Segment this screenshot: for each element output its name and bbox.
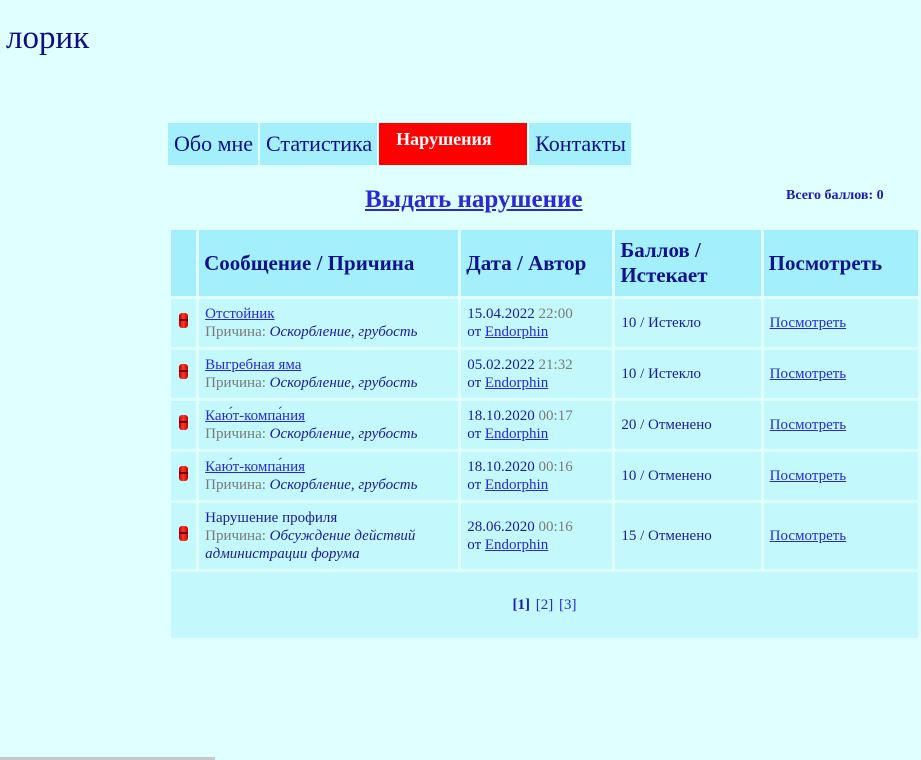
message-title-link[interactable]: Каю́т-компа́ния [205, 408, 306, 424]
violation-time: 00:16 [538, 459, 573, 475]
view-link[interactable]: Посмотреть [769, 528, 847, 544]
violation-time: 22:00 [538, 306, 573, 322]
reason-text: Обсуждение действий администрации форума [205, 528, 416, 562]
header-date: Дата / Автор [461, 230, 612, 296]
violation-flag-cell [171, 452, 196, 500]
view-link[interactable]: Посмотреть [769, 315, 847, 331]
violation-flag-cell [171, 503, 196, 569]
view-cell [764, 401, 918, 449]
tab-about[interactable]: Обо мне [168, 123, 258, 165]
date-cell [461, 452, 612, 500]
message-cell [199, 503, 458, 569]
message-title-link[interactable]: Выгребная яма [205, 357, 302, 373]
violation-flag-icon [179, 526, 188, 541]
total-points: Всего баллов: 0 [786, 188, 884, 203]
issue-violation-link[interactable]: Выдать нарушение [365, 186, 583, 213]
points-status: 10 / Истекло [621, 366, 701, 382]
violation-flag-cell [171, 299, 196, 347]
violation-date: 15.04.2022 [467, 306, 535, 322]
view-cell [764, 452, 918, 500]
table-row [171, 452, 918, 500]
points-cell [615, 350, 760, 398]
violation-flag-icon [179, 364, 188, 379]
points-status: 20 / Отменено [621, 417, 712, 433]
table-row [171, 503, 918, 569]
violation-time: 00:16 [538, 519, 573, 535]
message-cell [199, 401, 458, 449]
header-view: Посмотреть [764, 230, 918, 296]
from-label: от [467, 426, 482, 442]
profile-username: лорик [6, 20, 90, 56]
table-header-row [171, 230, 918, 296]
violation-date: 18.10.2020 [467, 408, 535, 424]
view-cell [764, 503, 918, 569]
pager-current: [1] [512, 597, 530, 613]
points-status: 10 / Отменено [621, 468, 712, 484]
reason-text: Оскорбление, грубость [269, 426, 418, 442]
reason-label: Причина: [205, 324, 266, 340]
pager [171, 572, 918, 638]
points-cell [615, 401, 760, 449]
reason-label: Причина: [205, 426, 266, 442]
view-link[interactable]: Посмотреть [769, 366, 847, 382]
from-label: от [467, 375, 482, 391]
points-cell [615, 452, 760, 500]
violation-date: 05.02.2022 [467, 357, 535, 373]
date-cell [461, 299, 612, 347]
author-link[interactable]: Endorphin [484, 426, 549, 442]
reason-label: Причина: [205, 528, 266, 544]
violation-flag-icon [179, 466, 188, 481]
view-link[interactable]: Посмотреть [769, 417, 847, 433]
author-link[interactable]: Endorphin [484, 324, 549, 340]
violation-date: 28.06.2020 [467, 519, 535, 535]
message-title-link[interactable]: Каю́т-компа́ния [205, 459, 306, 475]
pager-page-3[interactable]: [3] [559, 597, 577, 613]
violation-date: 18.10.2020 [467, 459, 535, 475]
points-status: 10 / Истекло [621, 315, 701, 331]
violation-time: 21:32 [538, 357, 573, 373]
violation-flag-cell [171, 401, 196, 449]
reason-label: Причина: [205, 375, 266, 391]
violation-time: 00:17 [538, 408, 573, 424]
view-cell [764, 350, 918, 398]
message-title: Нарушение профиля [205, 510, 338, 526]
tab-statistics[interactable]: Статистика [260, 123, 377, 165]
tab-contacts[interactable]: Контакты [529, 123, 631, 165]
pager-row [171, 572, 918, 638]
table-row [171, 350, 918, 398]
reason-text: Оскорбление, грубость [269, 477, 418, 493]
violation-flag-icon [179, 313, 188, 328]
author-link[interactable]: Endorphin [484, 537, 549, 553]
violation-flag-icon [179, 415, 188, 430]
date-cell [461, 401, 612, 449]
message-cell [199, 299, 458, 347]
reason-text: Оскорбление, грубость [269, 375, 418, 391]
message-cell [199, 452, 458, 500]
message-cell [199, 350, 458, 398]
points-cell [615, 503, 760, 569]
violation-flag-cell [171, 350, 196, 398]
tab-violations[interactable]: Нарушения [379, 123, 527, 165]
date-cell [461, 350, 612, 398]
table-row [171, 401, 918, 449]
from-label: от [467, 477, 482, 493]
pager-page-2[interactable]: [2] [535, 597, 554, 613]
points-status: 15 / Отменено [621, 528, 712, 544]
author-link[interactable]: Endorphin [484, 477, 549, 493]
view-cell [764, 299, 918, 347]
violations-table [168, 227, 921, 641]
profile-tabs [168, 123, 631, 165]
table-row [171, 299, 918, 347]
date-cell [461, 503, 612, 569]
header-icon-cell [171, 230, 196, 296]
header-points: Баллов / Истекает [615, 230, 760, 296]
header-message: Сообщение / Причина [199, 230, 458, 296]
view-link[interactable]: Посмотреть [769, 468, 847, 484]
author-link[interactable]: Endorphin [484, 375, 549, 391]
reason-label: Причина: [205, 477, 266, 493]
points-cell [615, 299, 760, 347]
from-label: от [467, 324, 482, 340]
reason-text: Оскорбление, грубость [269, 324, 418, 340]
from-label: от [467, 537, 482, 553]
message-title-link[interactable]: Отстойник [205, 306, 275, 322]
